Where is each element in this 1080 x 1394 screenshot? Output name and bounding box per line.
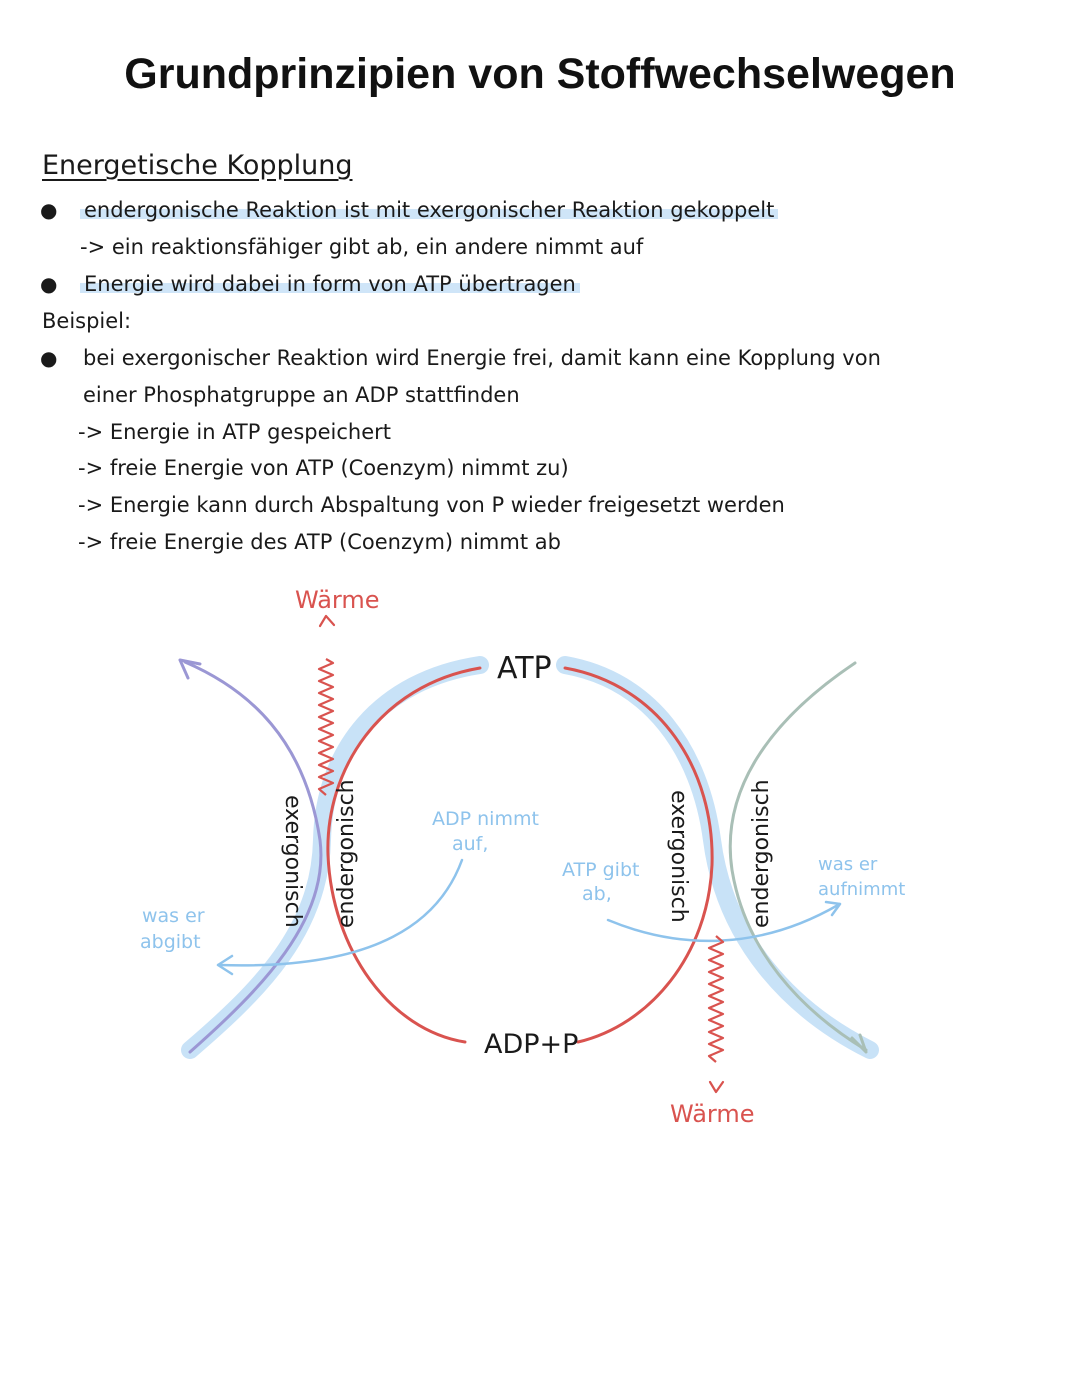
label-endergonisch-right: endergonisch xyxy=(749,779,774,928)
bullet-2-text: Energie wird dabei in form von ATP übertragen xyxy=(80,272,580,296)
sub-item-3: -> Energie kann durch Abspaltung von P wieder freigesetzt werden xyxy=(78,493,785,517)
sub-item-4: -> freie Energie des ATP (Coenzym) nimmt ab xyxy=(78,530,561,554)
bullet-1-sub: -> ein reaktionsfähiger gibt ab, ein andere nimmt auf xyxy=(80,235,644,259)
label-was-er-aufnimmt-1: was er xyxy=(818,854,878,875)
label-warme-bottom: Wärme xyxy=(670,1100,755,1128)
label-adp-p: ADP+P xyxy=(484,1029,579,1060)
bullet-3-line1: bei exergonischer Reaktion wird Energie frei, damit kann eine Kopplung von xyxy=(83,346,881,370)
label-was-er-aufnimmt-2: aufnimmt xyxy=(818,879,906,900)
bullet-dot: ● xyxy=(40,198,58,222)
label-adp-nimmt: ADP nimmt xyxy=(432,808,539,830)
page-title: Grundprinzipien von Stoffwechselwegen xyxy=(124,50,956,98)
bullet-3-line2: einer Phosphatgruppe an ADP stattfinden xyxy=(83,383,520,407)
coupling-diagram xyxy=(0,570,1080,1150)
label-atp: ATP xyxy=(497,651,552,686)
label-was-er-abgibt-1: was er xyxy=(142,905,205,927)
heat-squiggle-bottom xyxy=(709,936,723,1062)
sub-item-1: -> Energie in ATP gespeichert xyxy=(78,420,392,444)
label-was-er-abgibt-2: abgibt xyxy=(140,931,201,953)
bullet-dot: ● xyxy=(40,346,58,370)
label-warme-top: Wärme xyxy=(295,586,380,614)
label-exergonisch-left: exergonisch xyxy=(280,795,305,928)
section-heading: Energetische Kopplung xyxy=(42,150,353,181)
label-atp-ab: ab, xyxy=(582,883,612,905)
bullet-dot: ● xyxy=(40,272,58,296)
heat-arrowhead-top xyxy=(320,616,334,626)
bullet-1-text: endergonische Reaktion ist mit exergonischer Reaktion gekoppelt xyxy=(80,198,778,222)
label-adp-auf: auf, xyxy=(452,833,489,855)
label-exergonisch-right: exergonisch xyxy=(666,790,691,923)
bullet-1 xyxy=(80,195,778,225)
label-atp-gibt: ATP gibt xyxy=(562,859,640,881)
bullet-2 xyxy=(80,269,580,299)
label-endergonisch-left: endergonisch xyxy=(334,779,359,928)
sub-item-2: -> freie Energie von ATP (Coenzym) nimmt zu) xyxy=(78,456,569,480)
example-label: Beispiel: xyxy=(42,309,132,333)
heat-arrowhead-bottom xyxy=(710,1082,723,1092)
